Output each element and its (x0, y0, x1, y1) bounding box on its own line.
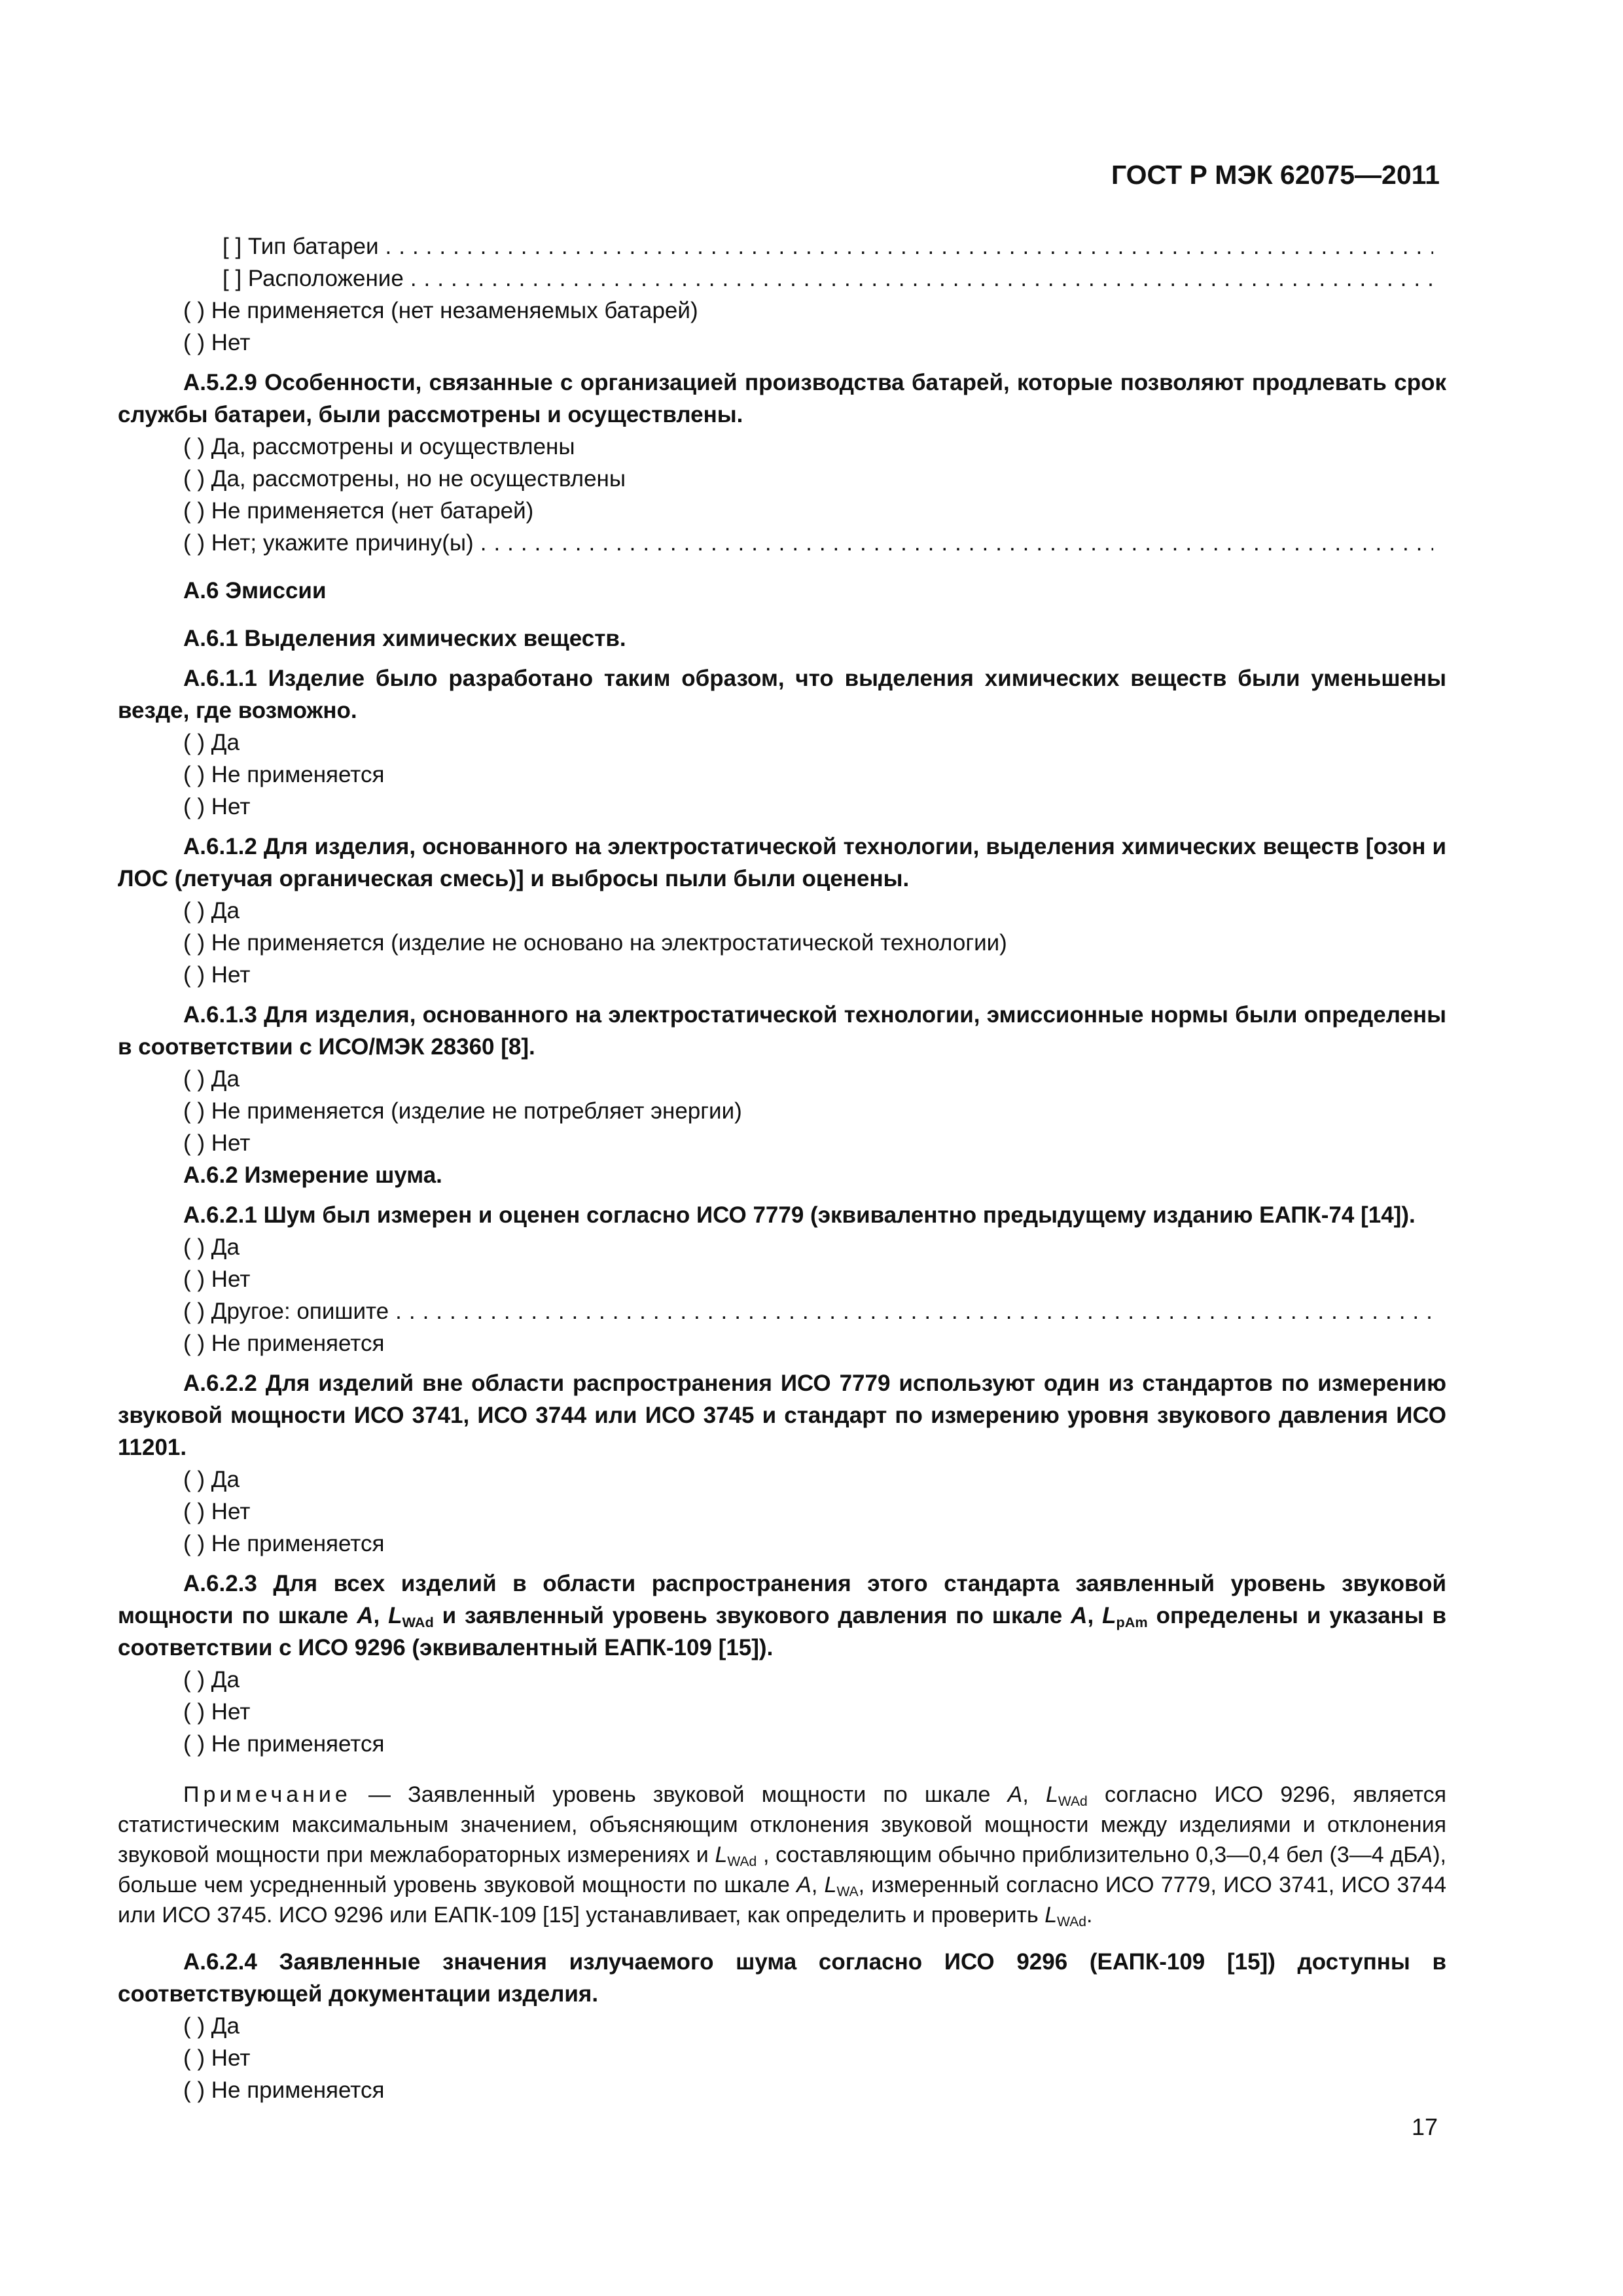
note-label: Примечание (183, 1782, 351, 1807)
option-item: ( ) Нет (183, 1130, 251, 1156)
note-text: , (811, 1873, 825, 1897)
dot-leader (395, 1295, 1433, 1327)
option-item: ( ) Да (183, 730, 240, 755)
section-heading-a612: А.6.1.2 Для изделия, основанного на электростатической технологии, выделения химических веществ [озон и ЛОС (летучая органическая смесь)] и выбросы пыли были оценены. (118, 834, 1446, 891)
section-heading-a611: А.6.1.1 Изделие было разработано таким образом, что выделения химических веществ были уменьшены везде, где возможно. (118, 666, 1446, 723)
scale-letter: А (1071, 1603, 1088, 1628)
note-text: . (1086, 1903, 1093, 1928)
option-item: ( ) Да, рассмотрены, но не осуществлены (183, 466, 626, 492)
scale-letter: А (1007, 1782, 1023, 1807)
heading-text: определены и указаны в соответствии с ИСО 9296 (эквивалентный ЕАПК-109 [15]). (118, 1603, 1447, 1660)
symbol-subscript: WA (836, 1884, 859, 1899)
option-item-with-leader (118, 1295, 1446, 1327)
note-text: согласно ИСО 9296, является статистическим максимальным значением, объясняющим отклонения звуковой мощности между изделиями и отклонения звуковой мощности при межлабораторных измерениях и (118, 1782, 1446, 1867)
heading-text: , (373, 1603, 389, 1628)
note-text: , составляющим обычно приблизительно 0,3—0,4 бел (3—4 дБ (757, 1842, 1418, 1867)
dot-leader (410, 262, 1433, 295)
symbol-l: L (1102, 1603, 1116, 1628)
symbol-l: L (824, 1873, 837, 1897)
battery-type-item (118, 230, 1446, 262)
option-item: ( ) Не применяется (нет батарей) (183, 498, 534, 524)
option-item: ( ) Не применяется (183, 1331, 385, 1356)
option-item: ( ) Да (183, 1467, 240, 1492)
option-item: ( ) Нет (183, 1266, 251, 1292)
section-heading-a623 (118, 1568, 1446, 1664)
item-label: [ ] Тип батареи (223, 234, 379, 259)
option-item: ( ) Да (183, 1234, 240, 1260)
note-paragraph (118, 1780, 1446, 1930)
section-heading-a621: А.6.2.1 Шум был измерен и оценен согласно ИСО 7779 (эквивалентно предыдущему изданию ЕАПК-74 [14]). (183, 1202, 1416, 1228)
option-item: ( ) Не применяется (183, 762, 385, 787)
symbol-subscript: WAd (1057, 1914, 1087, 1929)
symbol-l: L (1044, 1903, 1058, 1928)
item-label: ( ) Нет; укажите причину(ы) (183, 530, 474, 556)
option-item: ( ) Не применяется (183, 2077, 385, 2103)
option-item: ( ) Нет (183, 1499, 251, 1524)
scale-letter: А (357, 1603, 374, 1628)
section-heading-a613: А.6.1.3 Для изделия, основанного на электростатической технологии, эмиссионные нормы были определены в соответствии с ИСО/МЭК 28360 [8]. (118, 1002, 1446, 1060)
option-item: ( ) Нет (183, 1699, 251, 1725)
heading-text: , (1087, 1603, 1103, 1628)
battery-location-item (118, 262, 1446, 295)
page-number: 17 (1411, 2113, 1438, 2140)
scale-letter: А (796, 1873, 812, 1897)
note-text: , измеренный согласно ИСО 7779, ИСО 3741, ИСО 3744 или ИСО 3745. ИСО 9296 или ЕАПК-109 [15] устанавливает, как определить и проверить (118, 1873, 1446, 1928)
option-item: ( ) Не применяется (изделие не основано на электростатической технологии) (183, 930, 1007, 956)
option-item: ( ) Да (183, 898, 240, 924)
option-item: ( ) Нет (183, 2045, 251, 2071)
heading-text: и заявленный уровень звукового давления по шкале (433, 1603, 1071, 1628)
option-item: ( ) Не применяется (нет незаменяемых батарей) (183, 298, 698, 323)
option-item: ( ) Не применяется (183, 1531, 385, 1556)
document-body (118, 230, 1446, 2106)
section-heading-a622: А.6.2.2 Для изделий вне области распространения ИСО 7779 используют один из стандартов по измерению звуковой мощности ИСО 3741, ИСО 3744 или ИСО 3745 и стандарт по измерению уровня звукового давления ИСО 11201. (118, 1371, 1446, 1460)
option-item: ( ) Не применяется (изделие не потребляет энергии) (183, 1098, 742, 1124)
item-label: [ ] Расположение (223, 266, 404, 291)
section-heading-a61: А.6.1 Выделения химических веществ. (183, 626, 626, 651)
option-item: ( ) Нет (183, 794, 251, 819)
note-text: — Заявленный уровень звуковой мощности по шкале (351, 1782, 1008, 1807)
option-item: ( ) Да (183, 1066, 240, 1092)
dot-leader (385, 230, 1434, 262)
section-heading-a529: А.5.2.9 Особенности, связанные с организацией производства батарей, которые позволяют продлевать срок службы батареи, были рассмотрены и осуществлены. (118, 370, 1446, 427)
section-heading-a6: А.6 Эмиссии (183, 578, 327, 603)
symbol-subscript: WAd (1058, 1794, 1088, 1809)
option-item-with-leader (118, 527, 1446, 559)
symbol-l: L (1045, 1782, 1058, 1807)
symbol-subscript: WAd (402, 1614, 434, 1630)
document-header: ГОСТ Р МЭК 62075—2011 (1111, 160, 1440, 190)
dot-leader (480, 527, 1433, 559)
section-heading-a62: А.6.2 Измерение шума. (183, 1162, 442, 1188)
option-item: ( ) Да (183, 2013, 240, 2039)
note-text: , (1022, 1782, 1046, 1807)
option-item: ( ) Не применяется (183, 1731, 385, 1757)
option-item: ( ) Да (183, 1667, 240, 1693)
symbol-l: L (715, 1842, 728, 1867)
option-item: ( ) Да, рассмотрены и осуществлены (183, 434, 575, 459)
item-label: ( ) Другое: опишите (183, 1299, 389, 1324)
symbol-subscript: WAd (727, 1854, 757, 1869)
section-heading-a624: А.6.2.4 Заявленные значения излучаемого шума согласно ИСО 9296 (ЕАПК-109 [15]) доступны в соответствующей документации изделия. (118, 1949, 1446, 2007)
scale-letter: А (1418, 1842, 1433, 1867)
symbol-l: L (388, 1603, 402, 1628)
heading-text: А.6.2.3 Для всех изделий в области распространения этого стандарта заявленный уровень звуковой мощности по шкале (118, 1571, 1446, 1628)
option-item: ( ) Нет (183, 962, 251, 988)
symbol-subscript: pAm (1116, 1614, 1148, 1630)
note-text: ), больше чем усредненный уровень звуковой мощности по шкале (118, 1842, 1446, 1897)
option-item: ( ) Нет (183, 330, 251, 355)
